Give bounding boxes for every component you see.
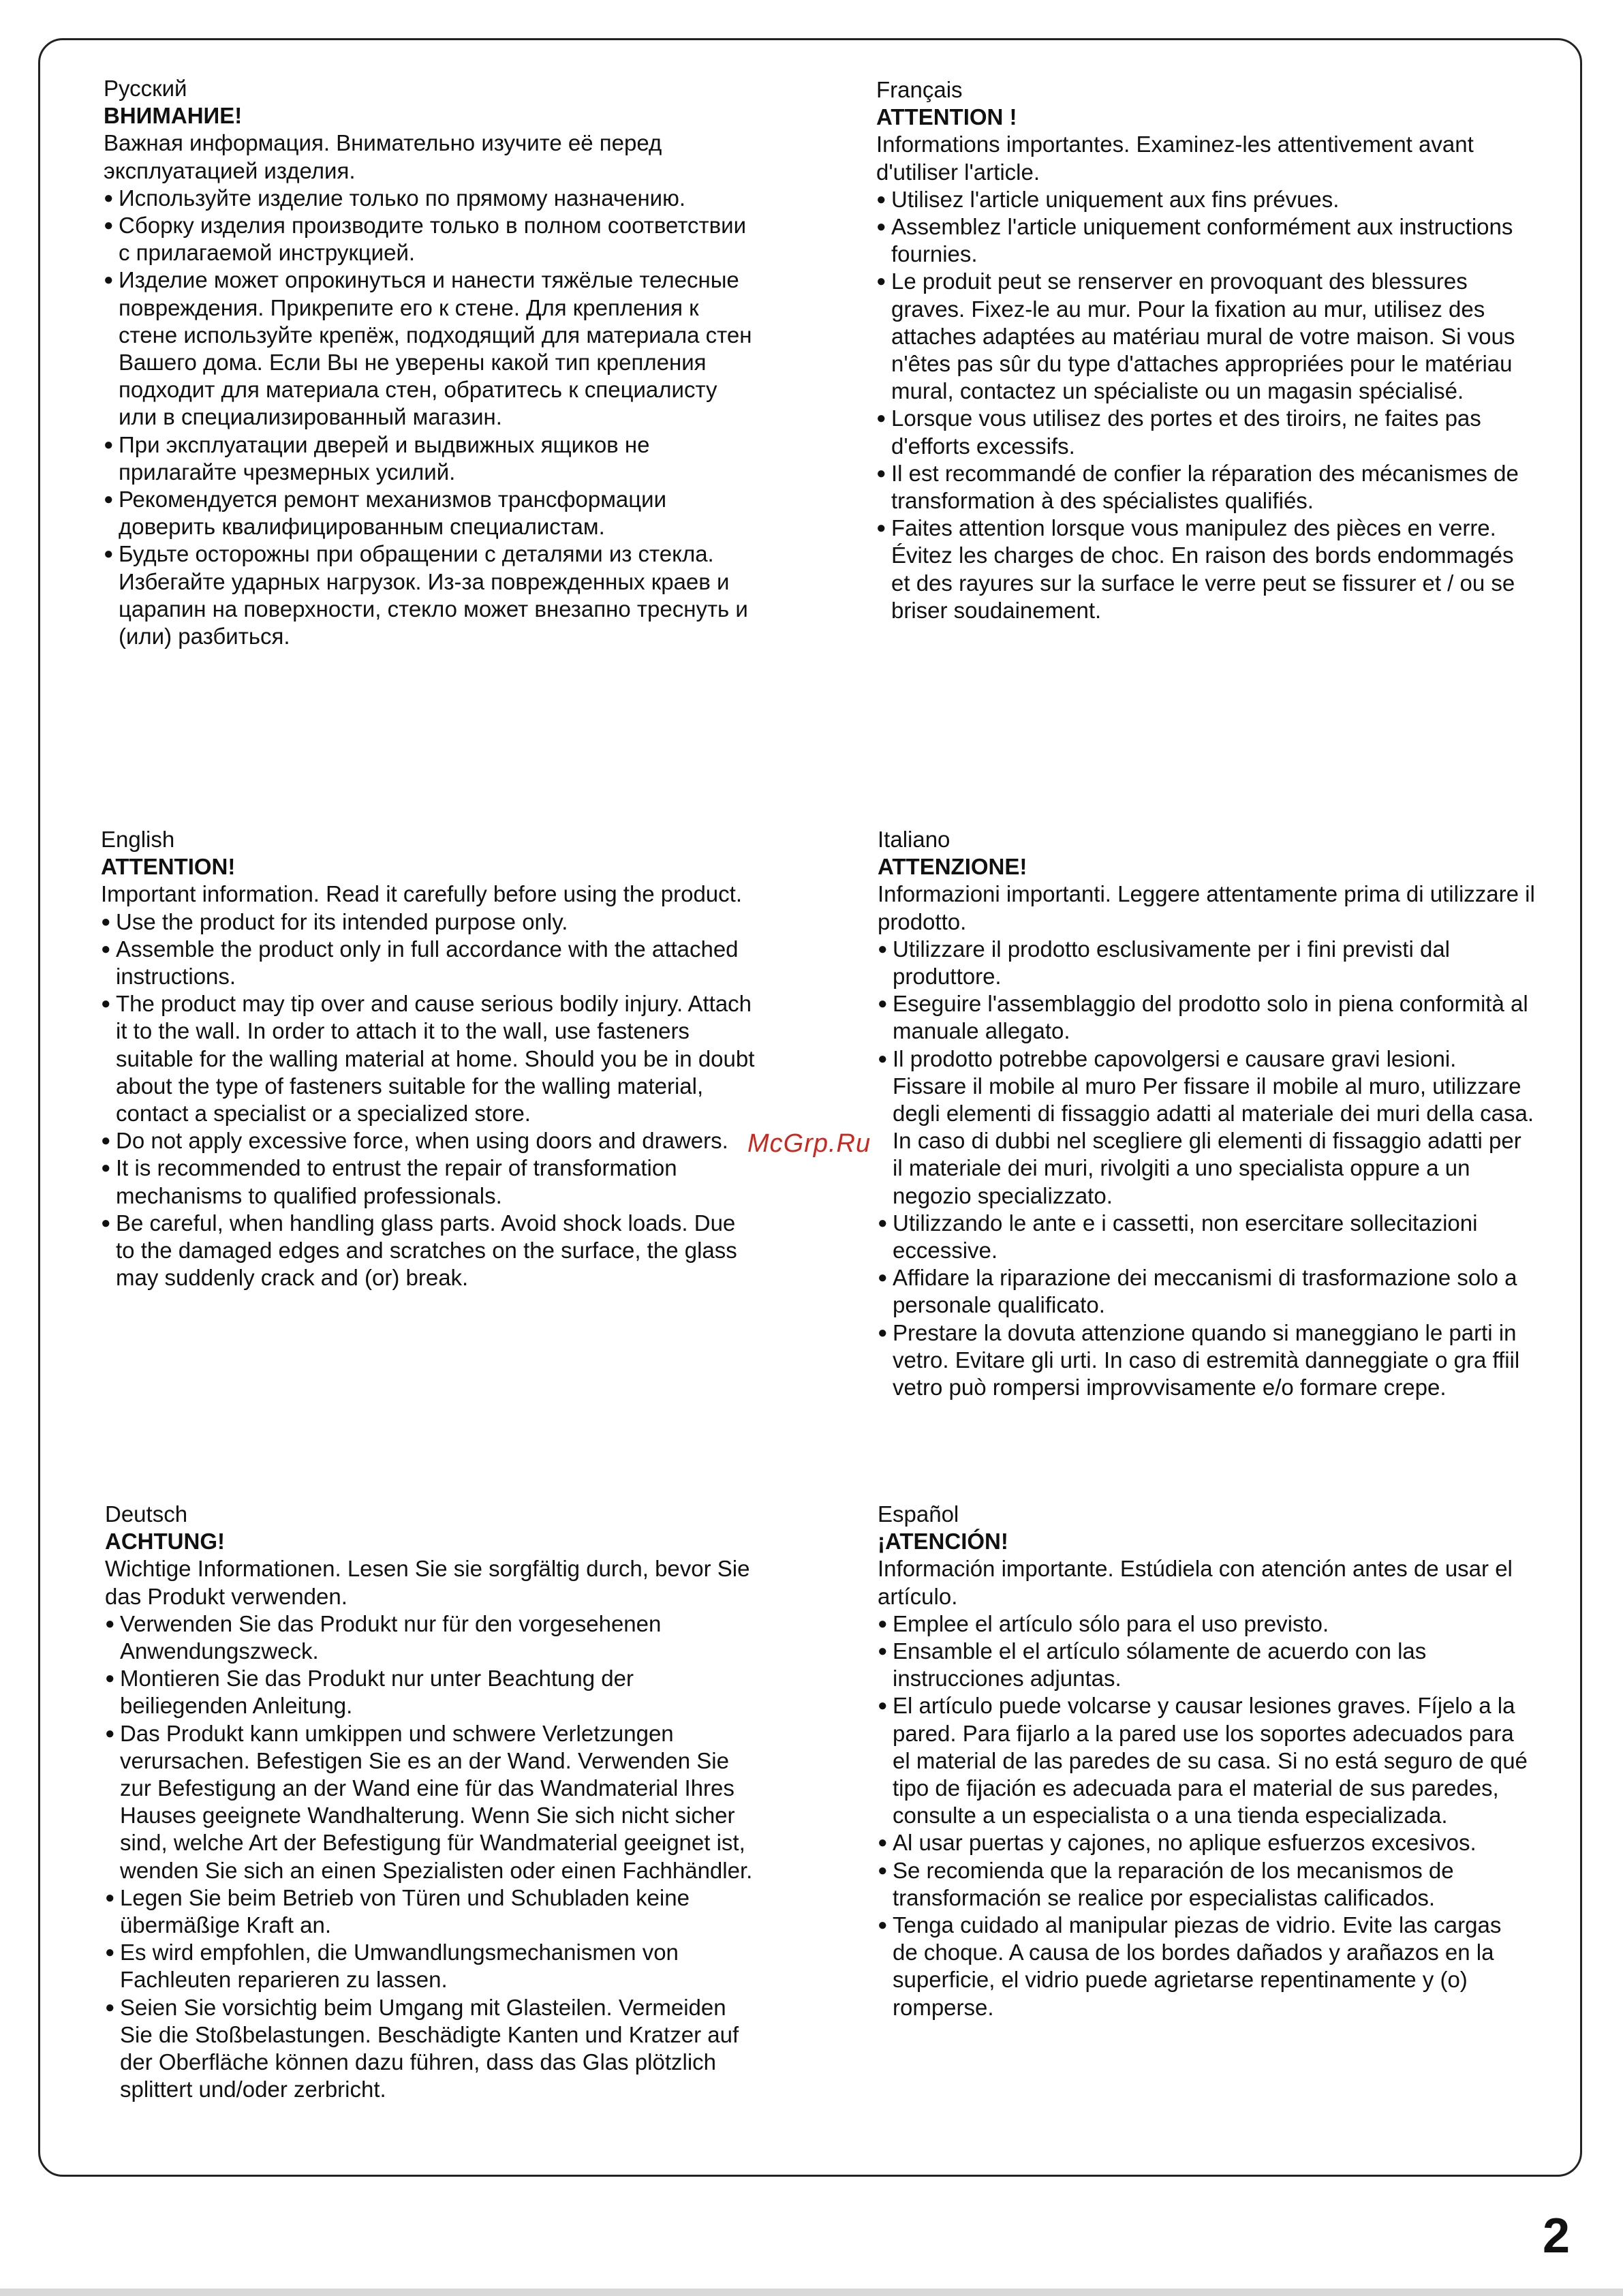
warning-list (878, 1610, 1532, 2021)
warning-list (101, 908, 755, 1292)
list-item: ● Affidare la riparazione dei meccanismi di trasformazione solo a personale qualificato. (878, 1264, 1535, 1319)
section-italian (878, 826, 1535, 1401)
list-item: ● Il prodotto potrebbe capovolgersi e causare gravi lesioni. Fissare il mobile al muro Per fissare il mobile al muro, utilizzare degli elementi di fissaggio adatti al materiale dei muri della casa. In caso di dubbi nel scegliere gli elementi di fissaggio adatti per il materiale dei muri, rivolgiti a uno specialista oppure a un negozio specializzato. (878, 1045, 1535, 1210)
language-label: Deutsch (105, 1501, 188, 1527)
list-item: ● Lorsque vous utilisez des portes et des tiroirs, ne faites pas d'efforts excessifs. (876, 405, 1530, 459)
list-item: ● Faites attention lorsque vous manipulez des pièces en verre. Évitez les charges de choc. En raison des bords endommagés et des rayures sur la surface le verre peut se fissurer et / ou se briser soudainement. (876, 515, 1530, 624)
warning-list (878, 936, 1535, 1401)
warning-list (105, 1610, 759, 2104)
warning-heading: ACHTUNG! (105, 1529, 225, 1555)
list-item: ● Legen Sie beim Betrieb von Türen und Schubladen keine übermäßige Kraft an. (105, 1884, 759, 1939)
section-french (876, 76, 1530, 624)
list-item: ● Das Produkt kann umkippen und schwere Verletzungen verursachen. Befestigen Sie es an der Wand. Verwenden Sie zur Befestigung an der Wand eine für das Wandmaterial Ihres Hauses geeignete Wandhalterung. Wenn Sie sich nicht sicher sind, welche Art der Befestigung für Wandmaterial geeignet ist, wenden Sie sich an einen Spezialisten oder einen Fachhändler. (105, 1720, 759, 1884)
warning-heading: ВНИМАНИЕ! (104, 103, 243, 129)
intro-text: Informazioni importanti. Leggere attentamente prima di utilizzare il prodotto. (878, 881, 1535, 934)
bottom-rule (0, 2289, 1623, 2296)
intro-text: Wichtige Informationen. Lesen Sie sie sorgfältig durch, bevor Sie das Produkt verwenden. (105, 1556, 750, 1609)
list-item: ● Il est recommandé de confier la réparation des mécanismes de transformation à des spécialistes qualifiés. (876, 460, 1530, 515)
language-label: Español (878, 1501, 959, 1527)
warning-list (104, 185, 758, 650)
list-item: ● Do not apply excessive force, when using doors and drawers. (101, 1127, 755, 1154)
list-item: ● Сборку изделия производите только в полном соответствии с прилагаемой инструкцией. (104, 212, 758, 266)
list-item: ● Assemblez l'article uniquement conformément aux instructions fournies. (876, 213, 1530, 268)
list-item: ● Изделие может опрокинуться и нанести тяжёлые телесные повреждения. Прикрепите его к стене. Для крепления к стене используйте крепёж, подходящий для материала стен Вашего дома. Если Вы не уверены какой тип крепления подходит для материала стен, обратитесь к специалисту или в специализированный магазин. (104, 266, 758, 431)
list-item: ● Montieren Sie das Produkt nur unter Beachtung der beiliegenden Anleitung. (105, 1665, 759, 1719)
list-item: ● Verwenden Sie das Produkt nur für den vorgesehenen Anwendungszweck. (105, 1610, 759, 1665)
list-item: ● Utilizzare il prodotto esclusivamente per i fini previsti dal produttore. (878, 936, 1535, 990)
list-item: ● Es wird empfohlen, die Umwandlungsmechanismen von Fachleuten reparieren zu lassen. (105, 1939, 759, 1993)
list-item: ● Se recomienda que la reparación de los mecanismos de transformación se realice por especialistas calificados. (878, 1857, 1532, 1912)
list-item: ● Assemble the product only in full accordance with the attached instructions. (101, 936, 755, 990)
warning-heading: ATTENZIONE! (878, 854, 1027, 880)
list-item: ● Ensamble el el artículo sólamente de acuerdo con las instrucciones adjuntas. (878, 1638, 1532, 1692)
list-item: ● Use the product for its intended purpose only. (101, 908, 755, 936)
list-item: ● Utilisez l'article uniquement aux fins prévues. (876, 186, 1530, 213)
section-russian (104, 75, 758, 650)
intro-text: Informations importantes. Examinez-les attentivement avant d'utiliser l'article. (876, 132, 1474, 185)
list-item: ● Emplee el artículo sólo para el uso previsto. (878, 1610, 1532, 1638)
list-item: ● Be careful, when handling glass parts. Avoid shock loads. Due to the damaged edges and scratches on the surface, the glass may suddenly crack and (or) break. (101, 1210, 755, 1292)
intro-text: Важная информация. Внимательно изучите её перед эксплуатацией изделия. (104, 130, 662, 183)
warning-heading: ATTENTION! (101, 854, 236, 880)
list-item: ● Utilizzando le ante e i cassetti, non esercitare sollecitazioni eccessive. (878, 1210, 1535, 1264)
intro-text: Información importante. Estúdiela con atención antes de usar el artículo. (878, 1556, 1513, 1609)
watermark: McGrp.Ru (747, 1129, 871, 1158)
list-item: ● Le produit peut se renserver en provoquant des blessures graves. Fixez-le au mur. Pour la fixation au mur, utilisez des attaches adaptées au matériau mural de votre maison. Si vous n'êtes pas sûr du type d'attaches appropriées pour le matériau mural, contactez un spécialiste ou un magasin spécialisé. (876, 268, 1530, 405)
intro-text: Important information. Read it carefully before using the product. (101, 881, 742, 907)
warning-list (876, 186, 1530, 624)
list-item: ● Используйте изделие только по прямому назначению. (104, 185, 758, 212)
language-label: Русский (104, 76, 187, 101)
list-item: ● Al usar puertas y cajones, no aplique esfuerzos excesivos. (878, 1829, 1532, 1856)
language-label: Français (876, 77, 963, 102)
list-item: ● Seien Sie vorsichtig beim Umgang mit Glasteilen. Vermeiden Sie die Stoßbelastungen. Beschädigte Kanten und Kratzer auf der Oberfläche können dazu führen, dass das Glas plötzlich splittert und/oder zerbricht. (105, 1994, 759, 2104)
page-number: 2 (1543, 2209, 1571, 2263)
warning-heading: ¡ATENCIÓN! (878, 1529, 1008, 1555)
list-item: ● Tenga cuidado al manipular piezas de vidrio. Evite las cargas de choque. A causa de los bordes dañados y arañazos en la superficie, el vidrio puede agrietarse repentinamente y (o) romperse. (878, 1912, 1532, 2021)
list-item: ● При эксплуатации дверей и выдвижных ящиков не прилагайте чрезмерных усилий. (104, 431, 758, 486)
section-english (101, 826, 755, 1291)
list-item: ● The product may tip over and cause serious bodily injury. Attach it to the wall. In order to attach it to the wall, use fasteners suitable for the walling material at home. Should you be in doubt about the type of fasteners suitable for the walling material, contact a specialist or a specialized store. (101, 990, 755, 1127)
list-item: ● Prestare la dovuta attenzione quando si maneggiano le parti in vetro. Evitare gli urti. In caso di estremità danneggiate o gra ffiil vetro può rompersi improvvisamente e/o formare crepe. (878, 1319, 1535, 1402)
language-label: Italiano (878, 827, 950, 852)
list-item: ● Будьте осторожны при обращении с деталями из стекла. Избегайте ударных нагрузок. Из-за поврежденных краев и царапин на поверхности, стекло может внезапно треснуть и (или) разбиться. (104, 540, 758, 650)
list-item: ● Eseguire l'assemblaggio del prodotto solo in piena conformità al manuale allegato. (878, 990, 1535, 1045)
list-item: ● It is recommended to entrust the repair of transformation mechanisms to qualified professionals. (101, 1154, 755, 1209)
language-label: English (101, 827, 175, 852)
section-spanish (878, 1501, 1532, 2021)
list-item: ● El artículo puede volcarse y causar lesiones graves. Fíjelo a la pared. Para fijarlo a la pared use los soportes adecuados para el material de las paredes de su casa. Si no está seguro de qué tipo de fijación es adecuada para el material de sus paredes, consulte a un especialista o a una tienda especializada. (878, 1692, 1532, 1829)
section-german (105, 1501, 759, 2103)
warning-heading: ATTENTION ! (876, 104, 1017, 130)
list-item: ● Рекомендуется ремонт механизмов трансформации доверить квалифицированным специалистам. (104, 486, 758, 540)
